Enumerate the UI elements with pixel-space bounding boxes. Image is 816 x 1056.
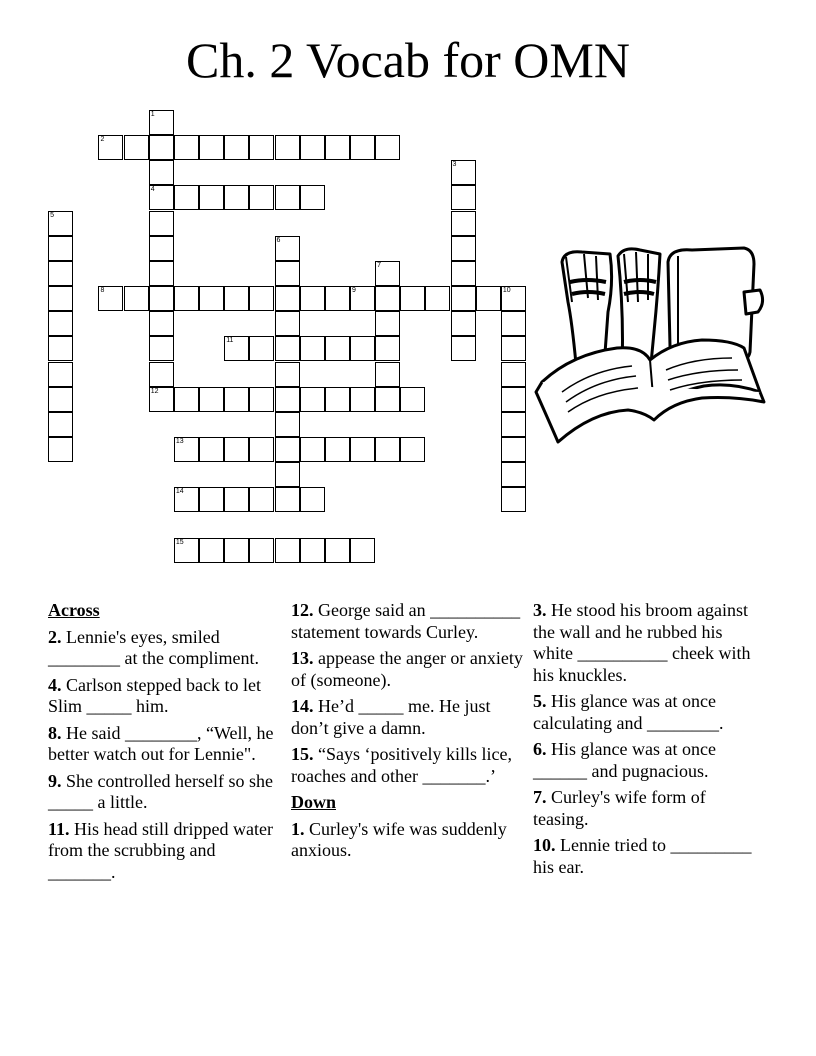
grid-cell[interactable] [501, 336, 526, 361]
grid-cell[interactable] [249, 437, 274, 462]
grid-cell[interactable] [300, 135, 325, 160]
grid-cell[interactable] [300, 487, 325, 512]
grid-cell[interactable] [249, 135, 274, 160]
clue-across-12: 12. George said an __________ statement towards Curley. [291, 600, 521, 642]
clue-number: 11 [226, 337, 234, 345]
clues-column-2 [291, 600, 523, 867]
grid-cell[interactable] [249, 185, 274, 210]
grid-cell[interactable] [300, 336, 325, 361]
grid-cell[interactable] [375, 261, 400, 286]
clue-number: 7 [377, 261, 381, 269]
clue-down-6: 6. His glance was at once ______ and pugnacious. [533, 739, 716, 781]
grid-cell[interactable] [350, 437, 375, 462]
clue-across-2: 2. Lennie's eyes, smiled ________ at the compliment. [48, 626, 259, 668]
grid-cell[interactable] [451, 261, 476, 286]
grid-cell[interactable] [224, 185, 249, 210]
grid-cell[interactable] [249, 286, 274, 311]
grid-cell[interactable] [48, 437, 73, 462]
grid-cell[interactable] [325, 336, 350, 361]
grid-cell[interactable] [501, 387, 526, 412]
grid-cell[interactable] [375, 286, 400, 311]
clues-column-3 [533, 600, 765, 883]
grid-cell[interactable] [149, 135, 174, 160]
grid-cell[interactable] [325, 286, 350, 311]
grid-cell[interactable] [149, 311, 174, 336]
grid-cell[interactable] [451, 286, 476, 311]
clue-down-3: 3. He stood his broom against the wall and he rubbed his white __________ cheek with his knuckles. [533, 600, 751, 685]
clue-down-10: 10. Lennie tried to _________ his ear. [533, 835, 752, 877]
grid-cell[interactable] [325, 387, 350, 412]
grid-cell[interactable] [501, 286, 526, 311]
grid-cell[interactable] [501, 311, 526, 336]
grid-cell[interactable] [375, 336, 400, 361]
grid-cell[interactable] [249, 336, 274, 361]
grid-cell[interactable] [174, 286, 199, 311]
grid-cell[interactable] [400, 286, 425, 311]
clue-across-14: 14. He’d _____ me. He just don’t give a damn. [291, 696, 491, 738]
grid-cell[interactable] [325, 437, 350, 462]
grid-cell[interactable] [149, 110, 174, 135]
grid-cell[interactable] [451, 336, 476, 361]
grid-cell[interactable] [98, 286, 123, 311]
grid-cell[interactable] [325, 538, 350, 563]
grid-cell[interactable] [124, 286, 149, 311]
grid-cell[interactable] [199, 286, 224, 311]
grid-cell[interactable] [249, 487, 274, 512]
grid-cell[interactable] [350, 336, 375, 361]
grid-cell[interactable] [350, 286, 375, 311]
clue-number: 6 [276, 236, 281, 244]
grid-cell[interactable] [124, 135, 149, 160]
clue-across-13: 13. appease the anger or anxiety of (someone). [291, 648, 523, 690]
grid-cell[interactable] [174, 135, 199, 160]
grid-cell[interactable] [451, 211, 476, 236]
grid-cell[interactable] [275, 261, 300, 286]
clue-down-5: 5. His glance was at once calculating and ________. [533, 691, 724, 733]
clue-number: 10 [502, 287, 511, 295]
grid-cell[interactable] [149, 362, 174, 387]
grid-cell[interactable] [149, 286, 174, 311]
grid-cell[interactable] [501, 487, 526, 512]
grid-cell[interactable] [400, 387, 425, 412]
grid-cell[interactable] [375, 362, 400, 387]
grid-cell[interactable] [375, 437, 400, 462]
grid-cell[interactable] [224, 487, 249, 512]
grid-cell[interactable] [300, 538, 325, 563]
grid-cell[interactable] [224, 135, 249, 160]
grid-cell[interactable] [174, 387, 199, 412]
grid-cell[interactable] [350, 135, 375, 160]
grid-cell[interactable] [48, 336, 73, 361]
grid-cell[interactable] [224, 387, 249, 412]
grid-cell[interactable] [375, 311, 400, 336]
grid-cell[interactable] [275, 236, 300, 261]
grid-cell[interactable] [48, 261, 73, 286]
grid-cell[interactable] [275, 362, 300, 387]
clue-number: 15 [175, 538, 184, 546]
grid-cell[interactable] [224, 336, 249, 361]
grid-cell[interactable] [325, 135, 350, 160]
grid-cell[interactable] [48, 286, 73, 311]
grid-cell[interactable] [149, 236, 174, 261]
clues-column-1 [48, 600, 280, 888]
clue-number: 3 [452, 161, 457, 169]
grid-cell[interactable] [275, 462, 300, 487]
grid-cell[interactable] [249, 387, 274, 412]
clue-number: 8 [100, 287, 105, 295]
grid-cell[interactable] [48, 236, 73, 261]
grid-cell[interactable] [350, 387, 375, 412]
grid-cell[interactable] [275, 336, 300, 361]
grid-cell[interactable] [174, 437, 199, 462]
grid-cell[interactable] [275, 311, 300, 336]
grid-cell[interactable] [275, 286, 300, 311]
grid-cell[interactable] [48, 311, 73, 336]
grid-cell[interactable] [300, 387, 325, 412]
grid-cell[interactable] [275, 487, 300, 512]
clue-across-11: 11. His head still dripped water from the scrubbing and _______. [48, 818, 273, 882]
clue-number: 14 [175, 488, 184, 496]
grid-cell[interactable] [451, 160, 476, 185]
grid-cell[interactable] [275, 437, 300, 462]
grid-cell[interactable] [275, 387, 300, 412]
grid-cell[interactable] [149, 261, 174, 286]
grid-cell[interactable] [199, 387, 224, 412]
grid-cell[interactable] [350, 538, 375, 563]
grid-cell[interactable] [425, 286, 450, 311]
grid-cell[interactable] [199, 185, 224, 210]
grid-cell[interactable] [300, 286, 325, 311]
grid-cell[interactable] [199, 487, 224, 512]
down-heading: Down [291, 792, 337, 812]
grid-cell[interactable] [300, 437, 325, 462]
clue-across-15: 15. “Says ‘positively kills lice, roaches and other _______.’ [291, 744, 512, 786]
clue-number: 1 [150, 111, 155, 118]
grid-cell[interactable] [501, 412, 526, 437]
grid-cell[interactable] [275, 135, 300, 160]
grid-cell[interactable] [199, 437, 224, 462]
grid-cell[interactable] [149, 387, 174, 412]
books-illustration [532, 242, 772, 457]
grid-cell[interactable] [275, 412, 300, 437]
grid-cell[interactable] [275, 185, 300, 210]
grid-cell[interactable] [451, 311, 476, 336]
page-title: Ch. 2 Vocab for OMN [186, 32, 630, 88]
grid-cell[interactable] [224, 286, 249, 311]
grid-cell[interactable] [451, 185, 476, 210]
clue-down-7: 7. Curley's wife form of teasing. [533, 787, 706, 829]
clue-number: 5 [50, 211, 55, 219]
grid-cell[interactable] [375, 135, 400, 160]
grid-cell[interactable] [224, 538, 249, 563]
grid-cell[interactable] [174, 185, 199, 210]
clue-number: 13 [175, 437, 184, 445]
across-heading: Across [48, 600, 100, 620]
grid-cell[interactable] [249, 538, 274, 563]
grid-cell[interactable] [149, 336, 174, 361]
grid-cell[interactable] [48, 362, 73, 387]
grid-cell[interactable] [48, 387, 73, 412]
clue-down-1: 1. Curley's wife was suddenly anxious. [291, 818, 507, 860]
grid-cell[interactable] [199, 135, 224, 160]
grid-cell[interactable] [501, 437, 526, 462]
grid-cell[interactable] [199, 538, 224, 563]
grid-cell[interactable] [501, 462, 526, 487]
grid-cell[interactable] [48, 211, 73, 236]
clue-number: 2 [100, 136, 105, 144]
grid-cell[interactable] [501, 362, 526, 387]
grid-cell[interactable] [149, 160, 174, 185]
grid-cell[interactable] [400, 437, 425, 462]
grid-cell[interactable] [275, 538, 300, 563]
clue-across-4: 4. Carlson stepped back to let Slim _____ him. [48, 674, 261, 716]
clue-number: 4 [150, 186, 155, 194]
grid-cell[interactable] [98, 135, 123, 160]
grid-cell[interactable] [300, 185, 325, 210]
grid-cell[interactable] [174, 487, 199, 512]
clue-number: 12 [150, 387, 159, 395]
clue-across-8: 8. He said ________, “Well, he better watch out for Lennie". [48, 722, 274, 764]
clue-across-9: 9. She controlled herself so she _____ a little. [48, 770, 273, 812]
grid-cell[interactable] [375, 387, 400, 412]
clue-number: 9 [351, 287, 356, 295]
grid-cell[interactable] [149, 185, 174, 210]
grid-cell[interactable] [149, 211, 174, 236]
grid-cell[interactable] [476, 286, 501, 311]
grid-cell[interactable] [451, 236, 476, 261]
grid-cell[interactable] [224, 437, 249, 462]
grid-cell[interactable] [48, 412, 73, 437]
grid-cell[interactable] [174, 538, 199, 563]
